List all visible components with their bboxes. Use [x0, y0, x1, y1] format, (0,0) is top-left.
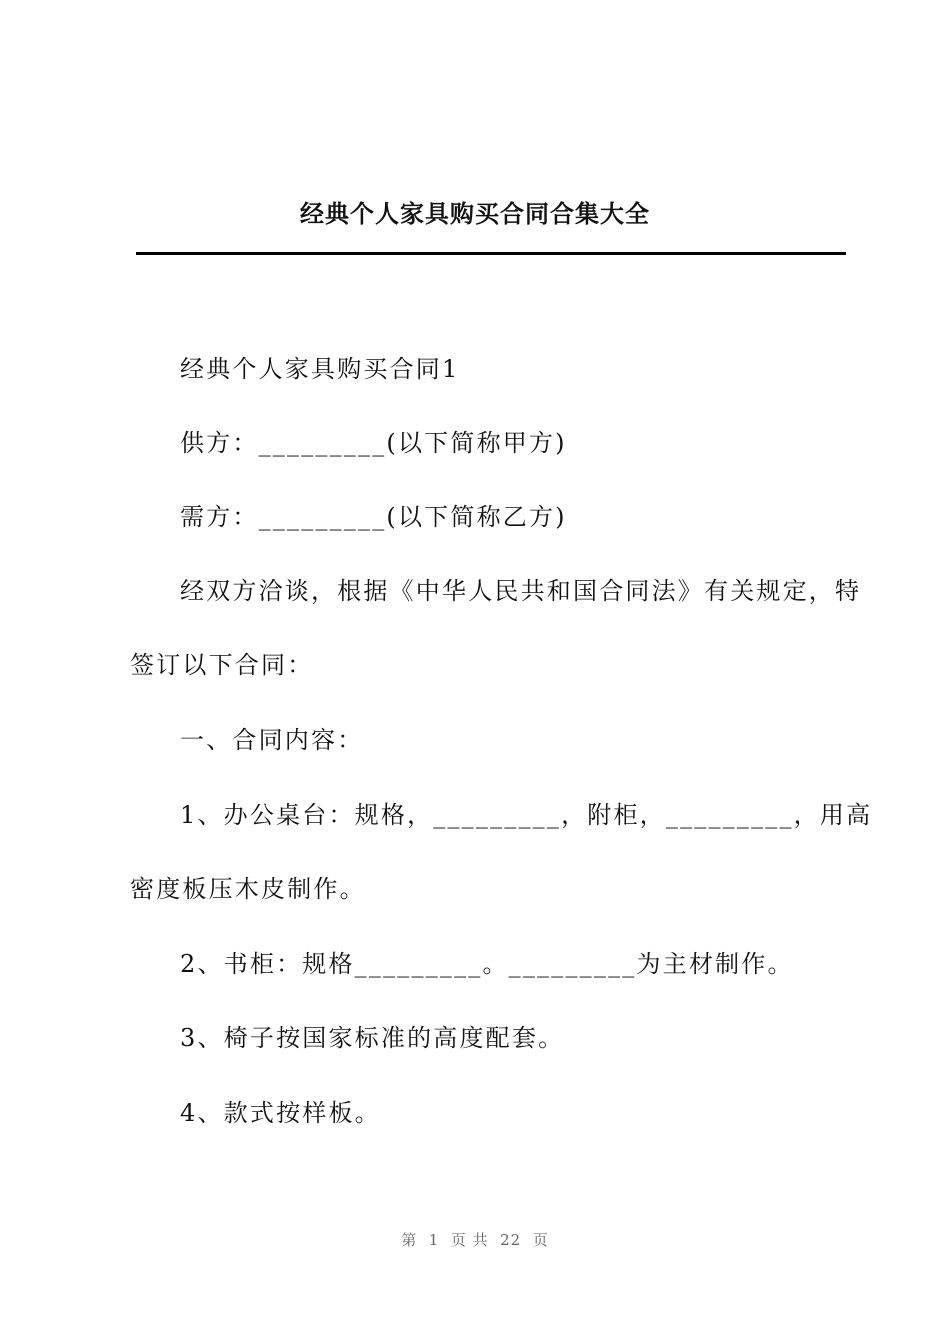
- item-1-line-2: 密度板压木皮制作。: [130, 875, 366, 903]
- buyer-line: 需方：_________(以下简称乙方): [180, 503, 567, 531]
- contract-heading: 经典个人家具购买合同1: [180, 355, 460, 383]
- item-3-line: 3、椅子按国家标准的高度配套。: [180, 1024, 565, 1052]
- section-heading-contents: 一、合同内容：: [180, 726, 364, 754]
- document-title: 经典个人家具购买合同合集大全: [300, 200, 650, 228]
- supplier-line: 供方：_________(以下简称甲方): [180, 429, 567, 457]
- preamble-line-1: 经双方洽谈，根据《中华人民共和国合同法》有关规定，特: [180, 577, 862, 605]
- item-2-line: 2、书柜：规格_________。_________为主材制作。: [180, 950, 794, 978]
- preamble-line-2: 签订以下合同：: [130, 651, 314, 679]
- item-4-line: 4、款式按样板。: [180, 1099, 381, 1127]
- item-1-line-1: 1、办公桌台：规格，_________，附柜，_________，用高: [180, 801, 873, 829]
- page-footer: 第 1 页 共 22 页: [401, 1231, 549, 1249]
- title-underline: [136, 252, 846, 255]
